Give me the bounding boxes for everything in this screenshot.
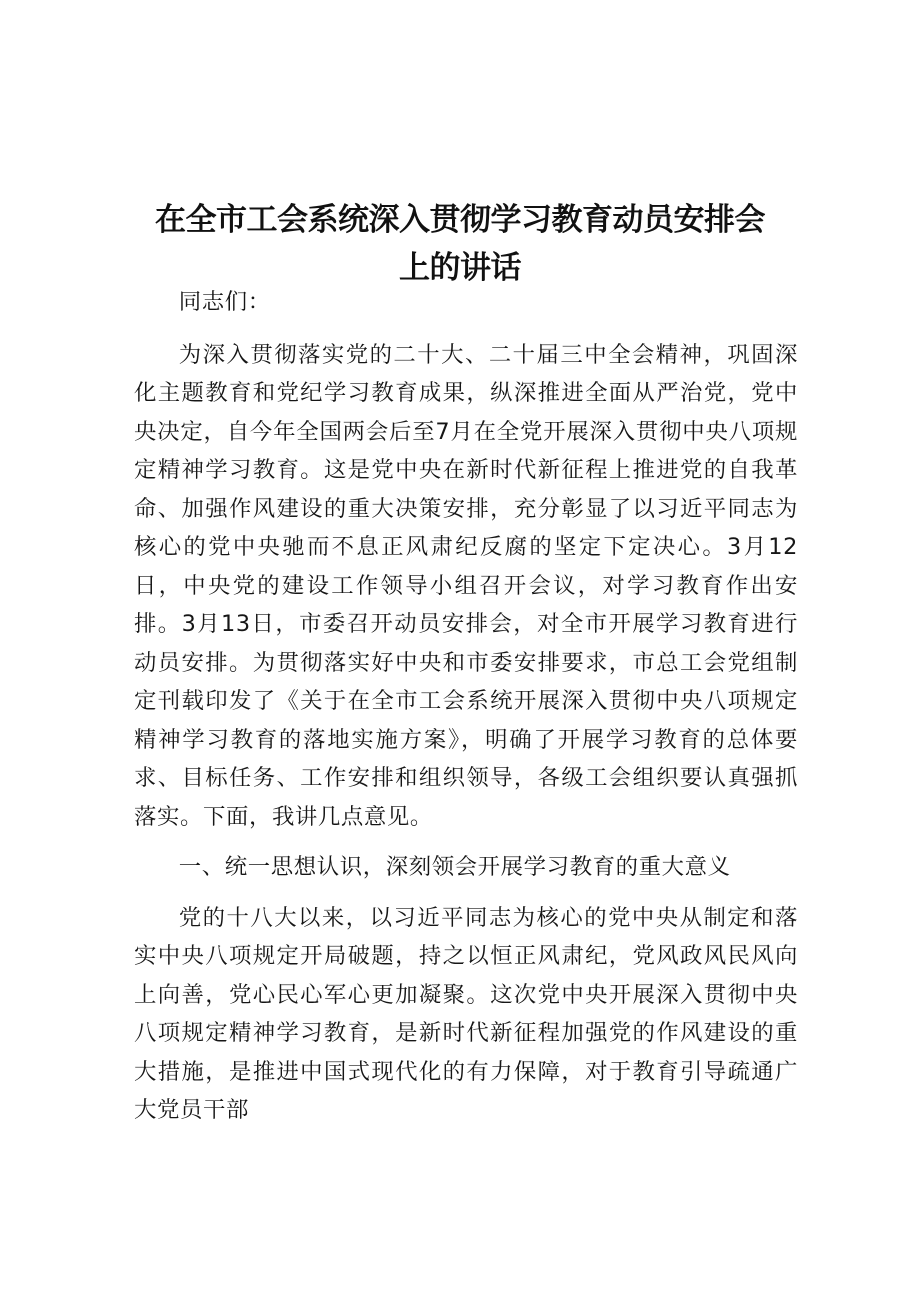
section-heading-1: 一、统一思想认识，深刻领会开展学习教育的重大意义: [178, 854, 731, 880]
salutation: 同志们：: [178, 289, 271, 315]
paragraph-section-1: 党的十八大以来，以习近平同志为核心的党中央从制定和落实中央八项规定开局破题，持之以恒正风肃纪，党风政风民风向上向善，党心民心军心更加凝聚。这次党中央开展深入贯彻中央八项规定精神学习教育，是新时代新征程加强党的作风建设的重大措施，是推进中国式现代化的有力保障，对于教育引导疏通广大党员干部: [134, 904, 798, 1123]
document-body: [134, 283, 798, 1142]
title-line-1: 在全市工会系统深入贯彻学习教育动员安排会: [155, 202, 765, 238]
title-line-2: 上的讲话: [399, 250, 521, 286]
paragraph-intro: 为深入贯彻落实党的二十大、二十届三中全会精神，巩固深化主题教育和党纪学习教育成果，纵深推进全面从严治党，党中央决定，自今年全国两会后至7月在全党开展深入贯彻中央八项规定精神学习教育。这是党中央在新时代新征程上推进党的自我革命、加强作风建设的重大决策安排，充分彰显了以习近平同志为核心的党中央驰而不息正风肃纪反腐的坚定下定决心。3月12日，中央党的建设工作领导小组召开会议，对学习教育作出安排。3月13日，市委召开动员安排会，对全市开展学习教育进行动员安排。为贯彻落实好中央和市委安排要求，市总工会党组制定刊载印发了《关于在全市工会系统开展深入贯彻中央八项规定精神学习教育的落地实施方案》，明确了开展学习教育的总体要求、目标任务、工作安排和组织领导，各级工会组织要认真强抓落实。下面，我讲几点意见。: [134, 341, 798, 830]
document-title: [120, 196, 800, 292]
